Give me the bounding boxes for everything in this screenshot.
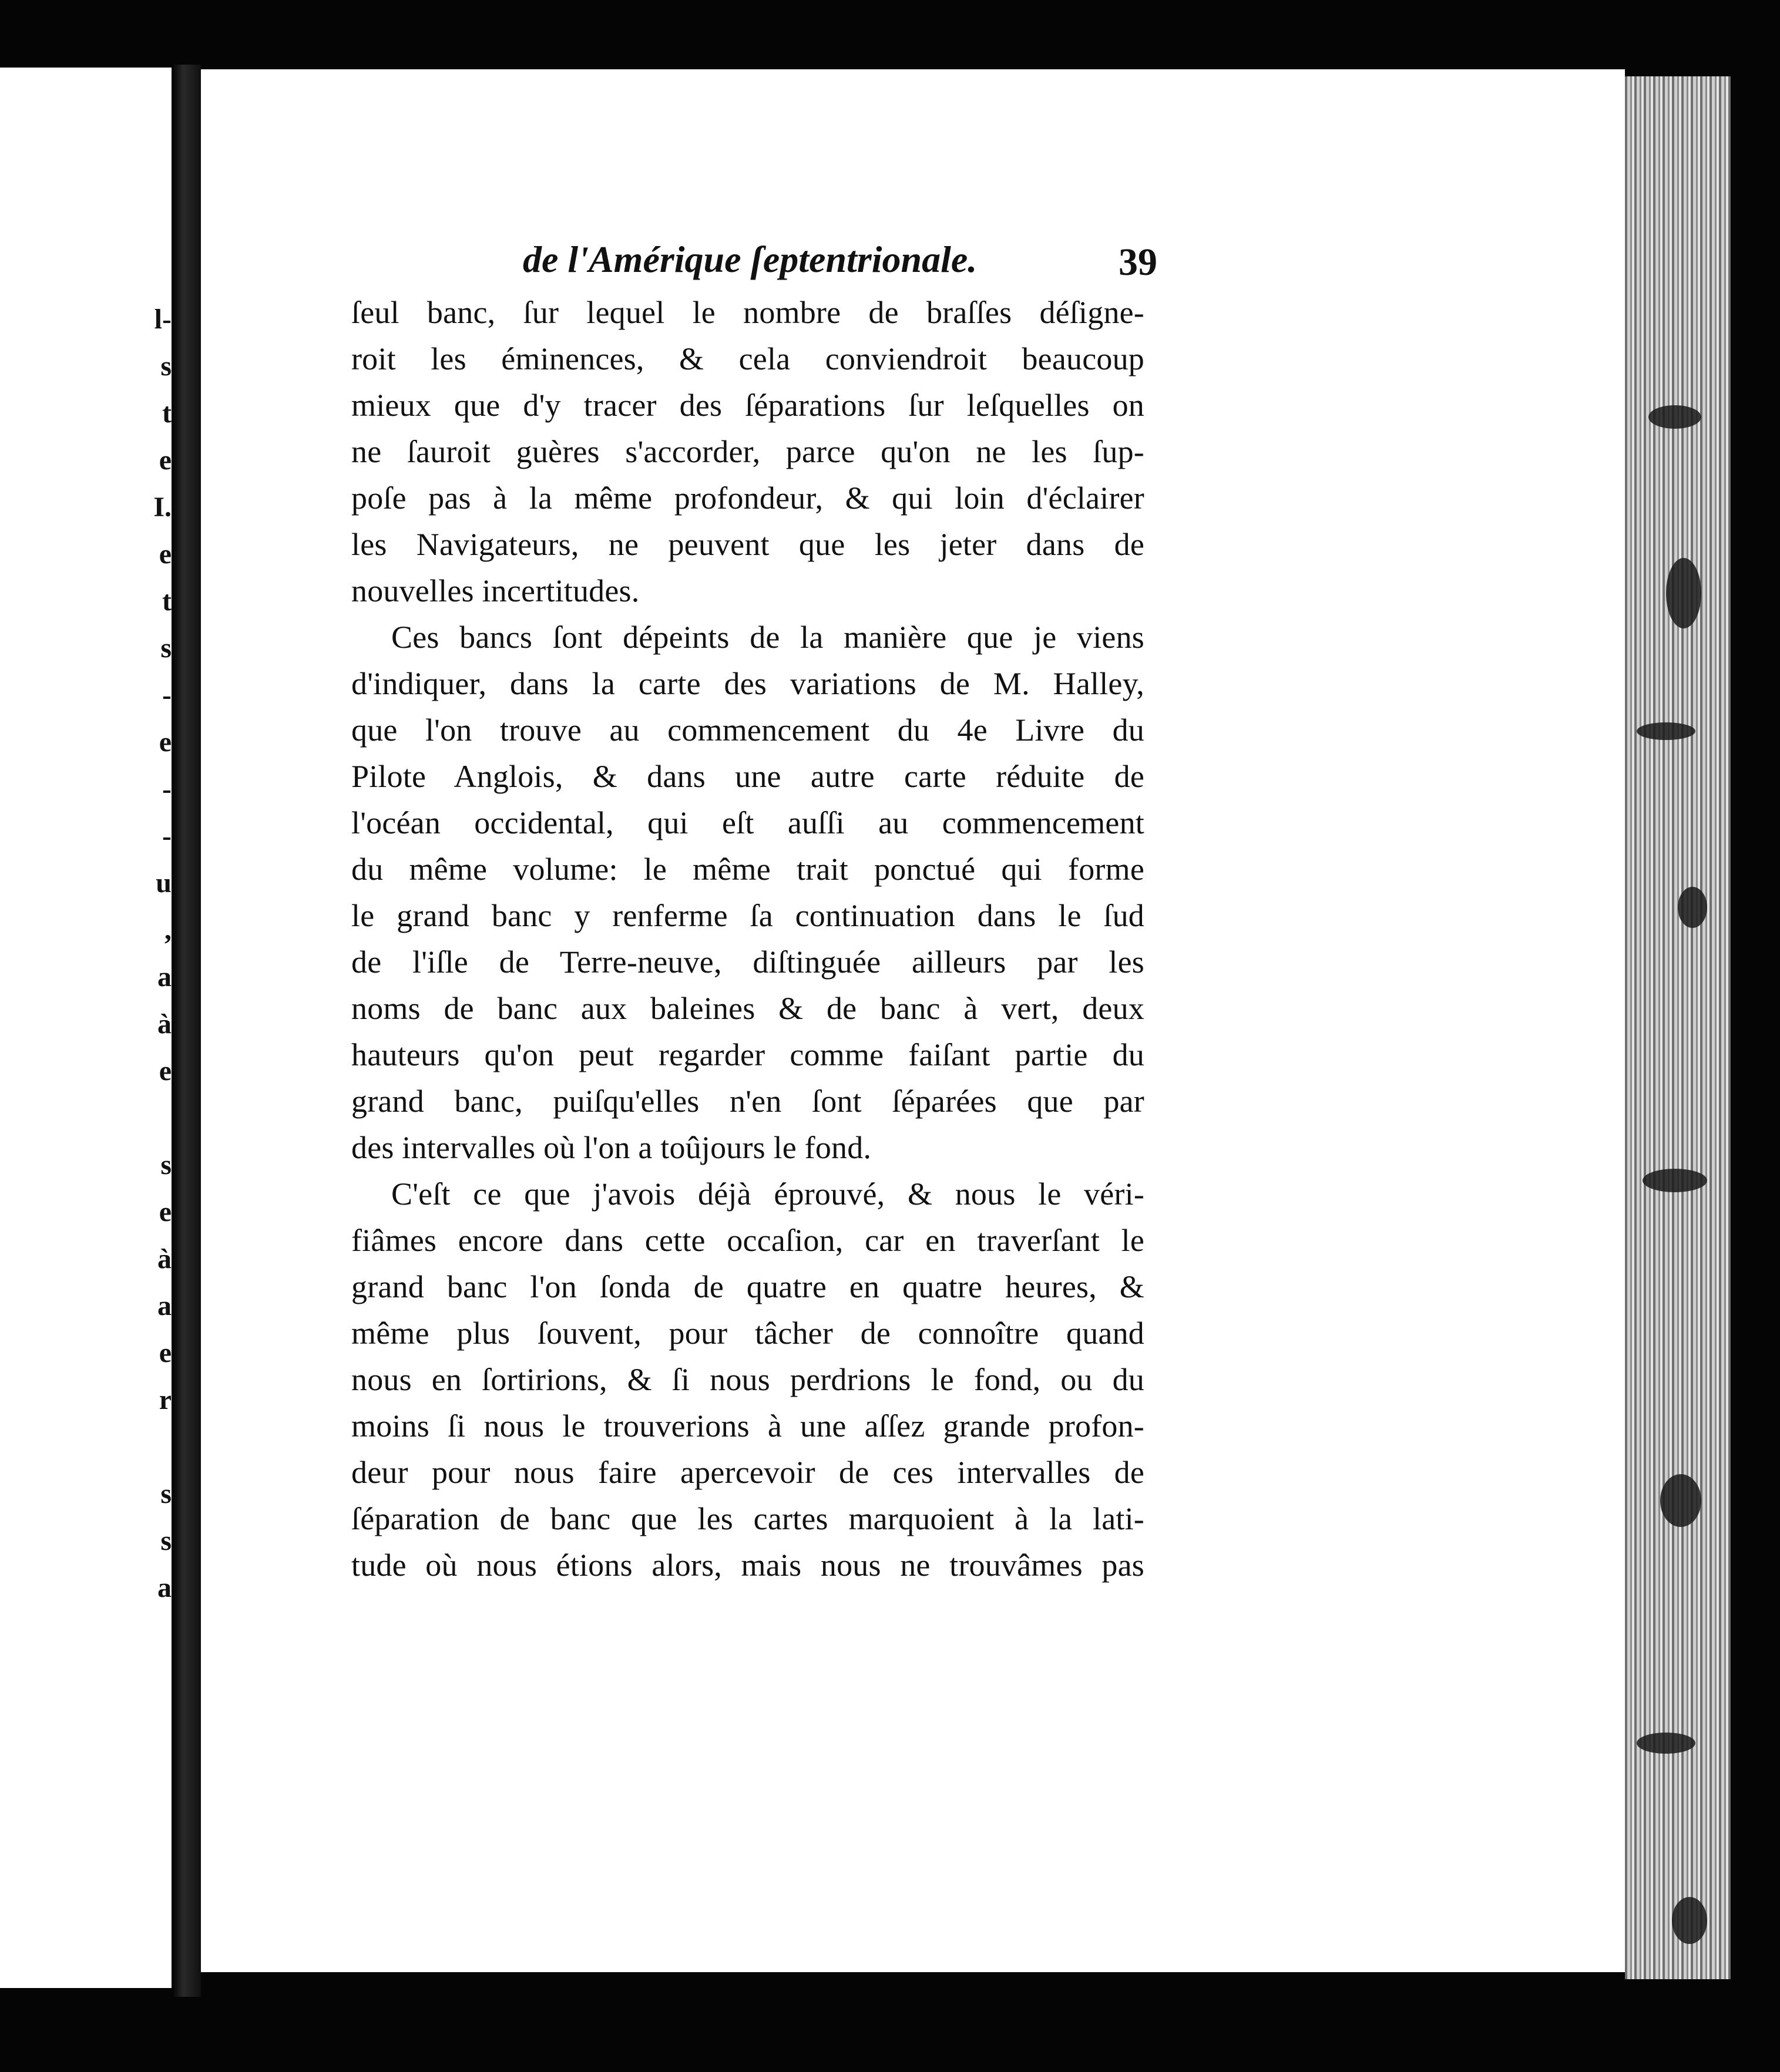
left-margin-char: s <box>160 1149 172 1180</box>
left-margin-char: e <box>159 1337 172 1368</box>
left-margin-char: s <box>160 351 172 382</box>
text-line: poſe pas à la même profondeur, & qui loin d'éclairer <box>351 480 1144 516</box>
text-line: même plus ſouvent, pour tâcher de connoître quand <box>351 1316 1144 1351</box>
text-line: que l'on trouve au commencement du 4e Livre du <box>351 712 1144 748</box>
text-line: roit les éminences, & cela conviendroit beaucoup <box>351 341 1144 376</box>
left-margin-char: e <box>159 726 172 758</box>
left-margin-char: - <box>162 773 172 805</box>
left-margin-char: s <box>160 1478 172 1509</box>
text-line: de l'iſle de Terre-neuve, diſtinguée ailleurs par les <box>351 944 1144 980</box>
left-margin-char: a <box>157 961 172 993</box>
paragraph <box>351 290 1144 614</box>
body-text <box>351 290 1144 1589</box>
page-number: 39 <box>1119 241 1157 284</box>
text-line: deur pour nous faire apercevoir de ces intervalles de <box>351 1455 1144 1490</box>
text-line: tude où nous étions alors, mais nous ne trouvâmes pas <box>351 1548 1144 1583</box>
left-margin-char: a <box>157 1572 172 1603</box>
left-margin-char: r <box>159 1384 172 1415</box>
text-line: noms de banc aux baleines & de banc à vert, deux <box>351 991 1144 1026</box>
text-line: d'indiquer, dans la carte des variations de M. Halley, <box>351 666 1144 701</box>
text-line: les Navigateurs, ne peuvent que les jeter dans de <box>351 527 1144 562</box>
text-line: ſéparation de banc que les cartes marquoient à la lati- <box>351 1501 1144 1536</box>
left-margin-char: u <box>156 867 172 899</box>
page-header <box>523 238 1157 291</box>
text-line: le grand banc y renferme ſa continuation dans le ſud <box>351 898 1144 933</box>
left-margin-char: s <box>160 633 172 664</box>
text-line: moins ſi nous le trouverions à une aſſez grande profon- <box>351 1408 1144 1444</box>
left-margin-char: s <box>160 1525 172 1556</box>
text-line: C'eſt ce que j'avois déjà éprouvé, & nous le véri- <box>391 1176 1144 1212</box>
left-margin-char: e <box>159 539 172 570</box>
left-margin-char: à <box>157 1243 172 1274</box>
left-margin-char: - <box>162 680 172 711</box>
left-margin-char: a <box>157 1290 172 1321</box>
left-margin-char: l- <box>154 304 172 335</box>
running-title: de l'Amérique ſeptentrionale. <box>523 238 978 280</box>
text-line: l'océan occidental, qui eſt auſſi au commencement <box>351 805 1144 840</box>
text-line: des intervalles où l'on a toûjours le fond. <box>351 1130 872 1165</box>
left-margin-char: e <box>159 1055 172 1087</box>
book-gutter <box>172 65 201 1997</box>
text-line: du même volume: le même trait ponctué qui forme <box>351 852 1144 887</box>
text-line: ſeul banc, ſur lequel le nombre de braſſes déſigne- <box>351 295 1144 330</box>
left-margin-char: à <box>157 1008 172 1040</box>
text-line: mieux que d'y tracer des ſéparations ſur leſquelles on <box>351 388 1144 423</box>
left-margin-char: , <box>164 914 172 946</box>
text-line: Pilote Anglois, & dans une autre carte réduite de <box>351 759 1144 794</box>
left-margin-char: e <box>159 445 172 476</box>
text-line: grand banc, puiſqu'elles n'en ſont ſéparées que par <box>351 1084 1144 1119</box>
left-margin-char: t <box>162 398 172 429</box>
paragraph <box>351 614 1144 1171</box>
left-margin-char: e <box>159 1196 172 1227</box>
left-margin-char: - <box>162 820 172 852</box>
text-line: grand banc l'on ſonda de quatre en quatre heures, & <box>351 1269 1144 1304</box>
page-edge-marbling <box>1625 76 1731 1979</box>
left-margin-char: t <box>162 586 172 617</box>
text-line: nous en ſortirions, & ſi nous perdrions le fond, ou du <box>351 1362 1144 1397</box>
paragraph <box>351 1171 1144 1589</box>
text-line: ne ſauroit guères s'accorder, parce qu'on ne les ſup- <box>351 434 1144 469</box>
text-line: hauteurs qu'on peut regarder comme faiſant partie du <box>351 1037 1144 1072</box>
text-line: nouvelles incertitudes. <box>351 573 640 608</box>
left-margin-char: I. <box>153 492 172 523</box>
text-line: fiâmes encore dans cette occaſion, car en traverſant le <box>351 1223 1144 1258</box>
text-line: Ces bancs ſont dépeints de la manière que je viens <box>391 620 1144 655</box>
